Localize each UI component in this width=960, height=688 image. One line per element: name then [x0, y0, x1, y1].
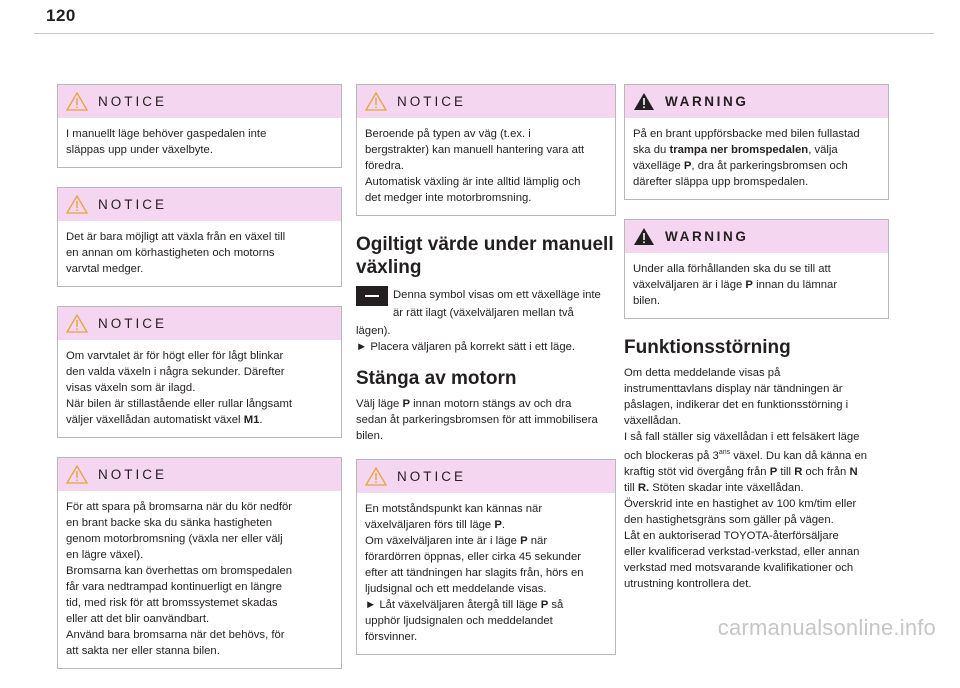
- notice-header: [58, 85, 341, 118]
- notice-box: [57, 306, 342, 438]
- notice-text: I manuellt läge behöver gaspedalen inte släppas upp under växelbyte.: [66, 128, 267, 156]
- warning-triangle-icon: [633, 92, 655, 111]
- page-number: 120: [46, 6, 76, 25]
- notice-triangle-icon: [66, 465, 88, 484]
- notice-box: [356, 84, 616, 216]
- notice-text: Om varvtalet är för högt eller för lågt blinkar den valda växeln i några sekunder. Därefter visas växeln som är ilagd. När bilen är stillastående eller rullar långsamt väljer växellådan automatiskt växel M1.: [66, 350, 293, 426]
- warning-box: [624, 84, 889, 200]
- warning-title: WARNING: [665, 94, 749, 109]
- warning-triangle-icon: [633, 227, 655, 246]
- instruction-text: ► Placera väljaren på korrekt sätt i ett läge.: [356, 341, 576, 353]
- header-divider: [34, 33, 934, 34]
- notice-box: [57, 457, 342, 669]
- notice-triangle-icon: [365, 92, 387, 111]
- notice-header: [357, 460, 615, 493]
- section-heading-malfunction: Funktionsstörning: [624, 337, 791, 358]
- notice-triangle-icon: [365, 467, 387, 486]
- notice-title: NOTICE: [98, 316, 168, 331]
- notice-header: [58, 188, 341, 221]
- warning-title: WARNING: [665, 229, 749, 244]
- notice-triangle-icon: [66, 195, 88, 214]
- column-2: [356, 84, 616, 674]
- notice-header: [58, 307, 341, 340]
- notice-text: En motståndspunkt kan kännas när växelväljaren förs till läge P. Om växelväljaren inte är i läge P när förardörren öppnas, eller cirka 45 sekunder efter att tändningen har slagits från, hörs en ljudsignal och ett meddelande visas. ► Låt växelväljaren återgå till läge P så upphör ljudsignalen och meddelandet försvinner.: [365, 503, 584, 643]
- gear-dash-symbol-icon: [356, 286, 388, 306]
- notice-title: NOTICE: [98, 197, 168, 212]
- watermark: carmanualsonline.info: [717, 615, 936, 640]
- notice-triangle-icon: [66, 92, 88, 111]
- notice-triangle-icon: [66, 314, 88, 333]
- warning-text: Under alla förhållanden ska du se till att växelväljaren är i läge P innan du lämnar bilen.: [633, 263, 838, 307]
- stop-engine-text: Välj läge P innan motorn stängs av och dra sedan åt parkeringsbromsen för att immobilisera bilen.: [356, 398, 598, 442]
- notice-header: [58, 458, 341, 491]
- warning-text: På en brant uppförsbacke med bilen fullastad ska du trampa ner bromspedalen, välja växelläge P, dra åt parkeringsbromsen och därefter släppa upp bromspedalen.: [633, 128, 860, 188]
- section-heading-stop-engine: Stänga av motorn: [356, 368, 517, 389]
- warning-box: [624, 219, 889, 319]
- notice-text: Det är bara möjligt att växla från en växel till en annan om körhastigheten och motorns varvtal medger.: [66, 231, 286, 275]
- column-3: [624, 84, 889, 592]
- notice-header: [357, 85, 615, 118]
- notice-text: Beroende på typen av väg (t.ex. i bergstrakter) kan manuell hantering vara att föredra. Automatisk växling är inte alltid lämplig och det medger inte motorbromsning.: [365, 128, 585, 204]
- warning-header: [625, 85, 888, 118]
- gear-symbol-paragraph: [356, 285, 616, 339]
- section-heading-invalid-gear: Ogiltigt värde under manuell växling: [356, 234, 614, 278]
- gear-symbol-text: Denna symbol visas om ett växelläge inte är rätt ilagt (växelväljaren mellan två lägen).: [356, 289, 601, 337]
- notice-title: NOTICE: [98, 94, 168, 109]
- notice-title: NOTICE: [397, 94, 467, 109]
- notice-box: [57, 187, 342, 287]
- column-1: [57, 84, 342, 688]
- malfunction-text: Om detta meddelande visas på instrumenttavlans display när tändningen är påslagen, indikerar det en funktionsstörning i växellådan. I så fall ställer sig växellådan i ett felsäkert läge och blockeras på $3^{ans}$ växel. Du kan då känna en kraftig stöt vid övergång från P till R och från N till R. Stöten skadar inte växellådan. Överskrid inte en hastighet av 100 km/tim eller den hastighetsgräns som gäller på vägen. Låt en auktoriserad TOYOTA-återförsäljare eller kvalificerad verkstad-verkstad, eller annan verkstad med motsvarande kvalifikationer och utrustning kontrollera det.: [624, 367, 868, 590]
- notice-title: NOTICE: [98, 467, 168, 482]
- notice-box: [57, 84, 342, 168]
- notice-title: NOTICE: [397, 469, 467, 484]
- notice-text: För att spara på bromsarna när du kör nedför en brant backe ska du sänka hastigheten genom motorbromsning (växla ner eller välj en lägre växel). Bromsarna kan överhettas om bromspedalen får vara nedtrampad kontinuerligt en längre tid, med risk för att bromssystemet skadas eller att det blir oanvändbart. Använd bara bromsarna när det behövs, för att sakta ner eller stanna bilen.: [66, 501, 293, 657]
- notice-box: [356, 459, 616, 655]
- warning-header: [625, 220, 888, 253]
